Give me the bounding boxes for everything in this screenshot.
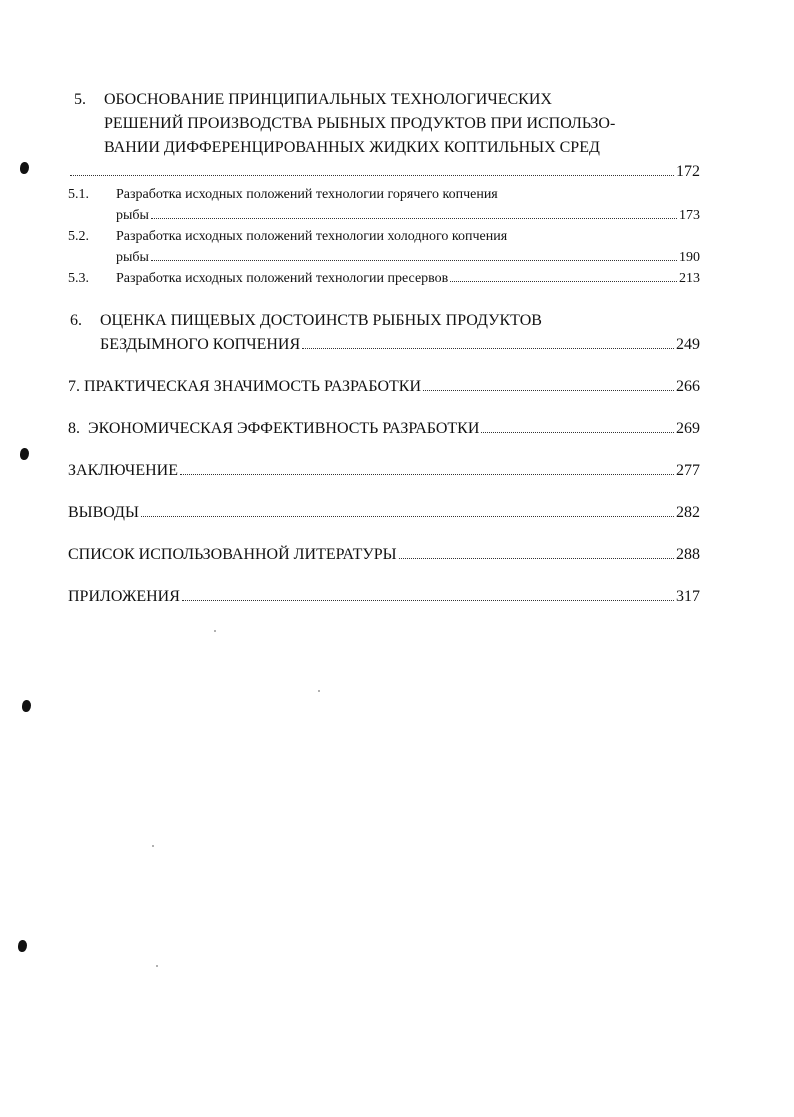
section-title-line-2: БЕЗДЫМНОГО КОПЧЕНИЯ bbox=[100, 336, 301, 353]
subsection-title: Разработка исходных положений технологии пресервов bbox=[116, 271, 449, 286]
page-number: 317 bbox=[676, 588, 700, 605]
section-title-line-1: ОБОСНОВАНИЕ ПРИНЦИПИАЛЬНЫХ ТЕХНОЛОГИЧЕСКИХ bbox=[104, 91, 552, 108]
dot-leader bbox=[302, 347, 674, 349]
toc-entry-5 bbox=[68, 88, 700, 184]
subsection-title-line-1: Разработка исходных положений технологии холодного копчения bbox=[116, 229, 508, 244]
page-number: 269 bbox=[676, 420, 700, 437]
section-title-line-3: ВАНИИ ДИФФЕРЕНЦИРОВАННЫХ ЖИДКИХ КОПТИЛЬНЫХ СРЕД bbox=[104, 139, 600, 156]
subsection-number: 5.3. bbox=[68, 271, 89, 286]
toc-entry-5-2 bbox=[68, 226, 700, 268]
subsection-title-line-2: рыбы bbox=[116, 208, 149, 223]
toc-entry-appendices bbox=[68, 585, 700, 609]
toc-entry-findings bbox=[68, 501, 700, 525]
page-number: 172 bbox=[676, 163, 700, 180]
page-number: 288 bbox=[676, 546, 700, 563]
toc-entry-5-1 bbox=[68, 184, 700, 226]
page-number: 249 bbox=[676, 336, 700, 353]
section-title: 8. ЭКОНОМИЧЕСКАЯ ЭФФЕКТИВНОСТЬ РАЗРАБОТКИ bbox=[68, 420, 480, 437]
page-number: 282 bbox=[676, 504, 700, 521]
page-number: 173 bbox=[679, 208, 700, 223]
dot-leader bbox=[423, 389, 674, 391]
section-title: ПРИЛОЖЕНИЯ bbox=[68, 588, 180, 605]
section-title-line-1: ОЦЕНКА ПИЩЕВЫХ ДОСТОИНСТВ РЫБНЫХ ПРОДУКТОВ bbox=[100, 312, 542, 329]
dot-leader bbox=[481, 431, 674, 433]
section-number: 6. bbox=[70, 312, 82, 329]
dot-leader bbox=[151, 259, 677, 261]
scan-speck bbox=[214, 630, 216, 632]
section-title: СПИСОК ИСПОЛЬЗОВАННОЙ ЛИТЕРАТУРЫ bbox=[68, 546, 397, 563]
section-title-line-2: РЕШЕНИЙ ПРОИЗВОДСТВА РЫБНЫХ ПРОДУКТОВ ПРИ ИСПОЛЬЗО- bbox=[104, 115, 616, 132]
subsection-title-line-2: рыбы bbox=[116, 250, 149, 265]
page-number: 266 bbox=[676, 378, 700, 395]
dot-leader bbox=[399, 557, 674, 559]
punch-mark bbox=[20, 162, 29, 174]
scan-speck bbox=[318, 690, 320, 692]
scan-speck bbox=[156, 965, 158, 967]
punch-mark bbox=[20, 448, 29, 460]
scan-speck bbox=[152, 845, 154, 847]
page-number: 213 bbox=[679, 271, 700, 286]
punch-mark bbox=[22, 700, 31, 712]
toc-entry-conclusion bbox=[68, 459, 700, 483]
toc-entry-8 bbox=[68, 417, 700, 441]
section-title: 7. ПРАКТИЧЕСКАЯ ЗНАЧИМОСТЬ РАЗРАБОТКИ bbox=[68, 378, 422, 395]
dot-leader bbox=[180, 473, 674, 475]
toc-entry-references bbox=[68, 543, 700, 567]
dot-leader bbox=[450, 280, 677, 282]
subsection-title-line-1: Разработка исходных положений технологии горячего копчения bbox=[116, 187, 498, 202]
toc-entry-6 bbox=[68, 309, 700, 357]
dot-leader bbox=[151, 217, 677, 219]
subsection-number: 5.1. bbox=[68, 187, 89, 202]
section-number: 5. bbox=[74, 91, 86, 108]
dot-leader bbox=[141, 515, 674, 517]
toc-entry-5-3 bbox=[68, 268, 700, 289]
dot-leader bbox=[70, 174, 674, 176]
page-number: 277 bbox=[676, 462, 700, 479]
section-title: ВЫВОДЫ bbox=[68, 504, 139, 521]
subsection-number: 5.2. bbox=[68, 229, 89, 244]
page-number: 190 bbox=[679, 250, 700, 265]
dot-leader bbox=[182, 599, 674, 601]
toc-entry-7 bbox=[68, 375, 700, 399]
section-title: ЗАКЛЮЧЕНИЕ bbox=[68, 462, 178, 479]
table-of-contents bbox=[68, 88, 700, 609]
punch-mark bbox=[18, 940, 27, 952]
